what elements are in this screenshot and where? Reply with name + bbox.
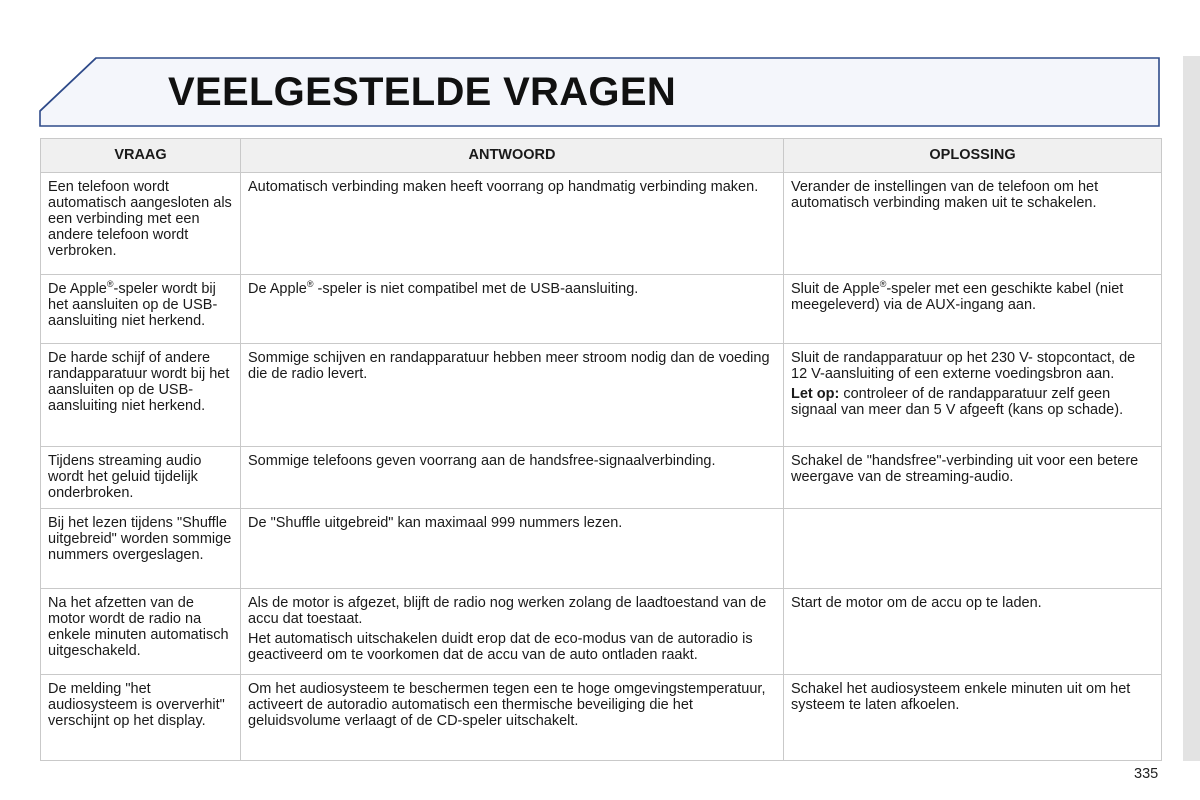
answer-text: Het automatisch uitschakelen duidt erop dat de eco-modus van de autoradio is geactiveerd om te voorkomen dat de accu van de auto ontladen raakt. [248,631,753,663]
solution-cell: Verander de instellingen van de telefoon om het automatisch verbinding maken uit te schakelen. [784,173,1162,275]
column-header-solution: OPLOSSING [784,139,1162,173]
solution-text: Sluit de Apple [791,281,880,297]
answer-text: Als de motor is afgezet, blijft de radio nog werken zolang de laadtoestand van de accu dat toestaat. [248,595,767,627]
solution-cell: Schakel het audiosysteem enkele minuten uit om het systeem te laten afkoelen. [784,675,1162,761]
question-cell: Een telefoon wordt automatisch aangesloten als een verbinding met een andere telefoon wordt verbroken. [41,173,241,275]
question-text: -speler wordt bij het aansluiten op de USB-aansluiting niet herkend. [48,281,218,329]
question-cell: Na het afzetten van de motor wordt de radio na enkele minuten automatisch uitgeschakeld. [41,589,241,675]
page-title: VEELGESTELDE VRAGEN [168,70,677,114]
table-row [41,675,1162,761]
solution-cell [784,344,1162,447]
answer-cell [241,589,784,675]
solution-cell: Start de motor om de accu op te laden. [784,589,1162,675]
solution-text: -speler met een geschikte kabel (niet meegeleverd) via de AUX-ingang aan. [791,281,1124,313]
question-cell: De melding "het audiosysteem is oververhit" verschijnt op het display. [41,675,241,761]
question-cell: De harde schijf of andere randapparatuur wordt bij het aansluiten op de USB-aansluiting niet herkend. [41,344,241,447]
question-cell [41,275,241,344]
table-row [41,173,1162,275]
table-row [41,344,1162,447]
solution-cell: Schakel de "handsfree"-verbinding uit voor een betere weergave van de streaming-audio. [784,447,1162,509]
note-label: Let op: [791,386,840,402]
registered-mark: ® [879,279,887,290]
solution-cell [784,509,1162,589]
registered-mark: ® [106,279,114,290]
chapter-side-tab [1183,56,1200,761]
table-row [41,509,1162,589]
question-cell: Bij het lezen tijdens "Shuffle uitgebreid" worden sommige nummers overgeslagen. [41,509,241,589]
note-text: controleer of de randapparatuur zelf geen signaal van meer dan 5 V afgeeft (kans op schade). [791,386,1124,418]
table-header-row [41,139,1162,173]
page-number: 335 [1134,766,1159,782]
solution-text: Sluit de randapparatuur op het 230 V- stopcontact, de 12 V-aansluiting of een externe voedingsbron aan. [791,350,1136,382]
answer-cell: De "Shuffle uitgebreid" kan maximaal 999 nummers lezen. [241,509,784,589]
answer-text: De Apple [248,281,307,297]
solution-note [791,386,1154,418]
registered-mark: ® [306,279,314,290]
answer-text: -speler is niet compatibel met de USB-aansluiting. [313,281,639,297]
solution-cell [784,275,1162,344]
question-cell: Tijdens streaming audio wordt het geluid tijdelijk onderbroken. [41,447,241,509]
answer-cell: Sommige telefoons geven voorrang aan de handsfree-signaalverbinding. [241,447,784,509]
answer-cell [241,275,784,344]
faq-table [40,138,1162,761]
column-header-answer: ANTWOORD [241,139,784,173]
table-row [41,275,1162,344]
answer-cell: Om het audiosysteem te beschermen tegen een te hoge omgevingstemperatuur, activeert de autoradio automatisch een thermische beveiliging die het geluidsvolume verlaagt of de CD-speler uitschakelt. [241,675,784,761]
answer-cell: Sommige schijven en randapparatuur hebben meer stroom nodig dan de voeding die de radio levert. [241,344,784,447]
table-row [41,447,1162,509]
column-header-question: VRAAG [41,139,241,173]
answer-cell: Automatisch verbinding maken heeft voorrang op handmatig verbinding maken. [241,173,784,275]
table-row [41,589,1162,675]
question-text: De Apple [48,281,107,297]
